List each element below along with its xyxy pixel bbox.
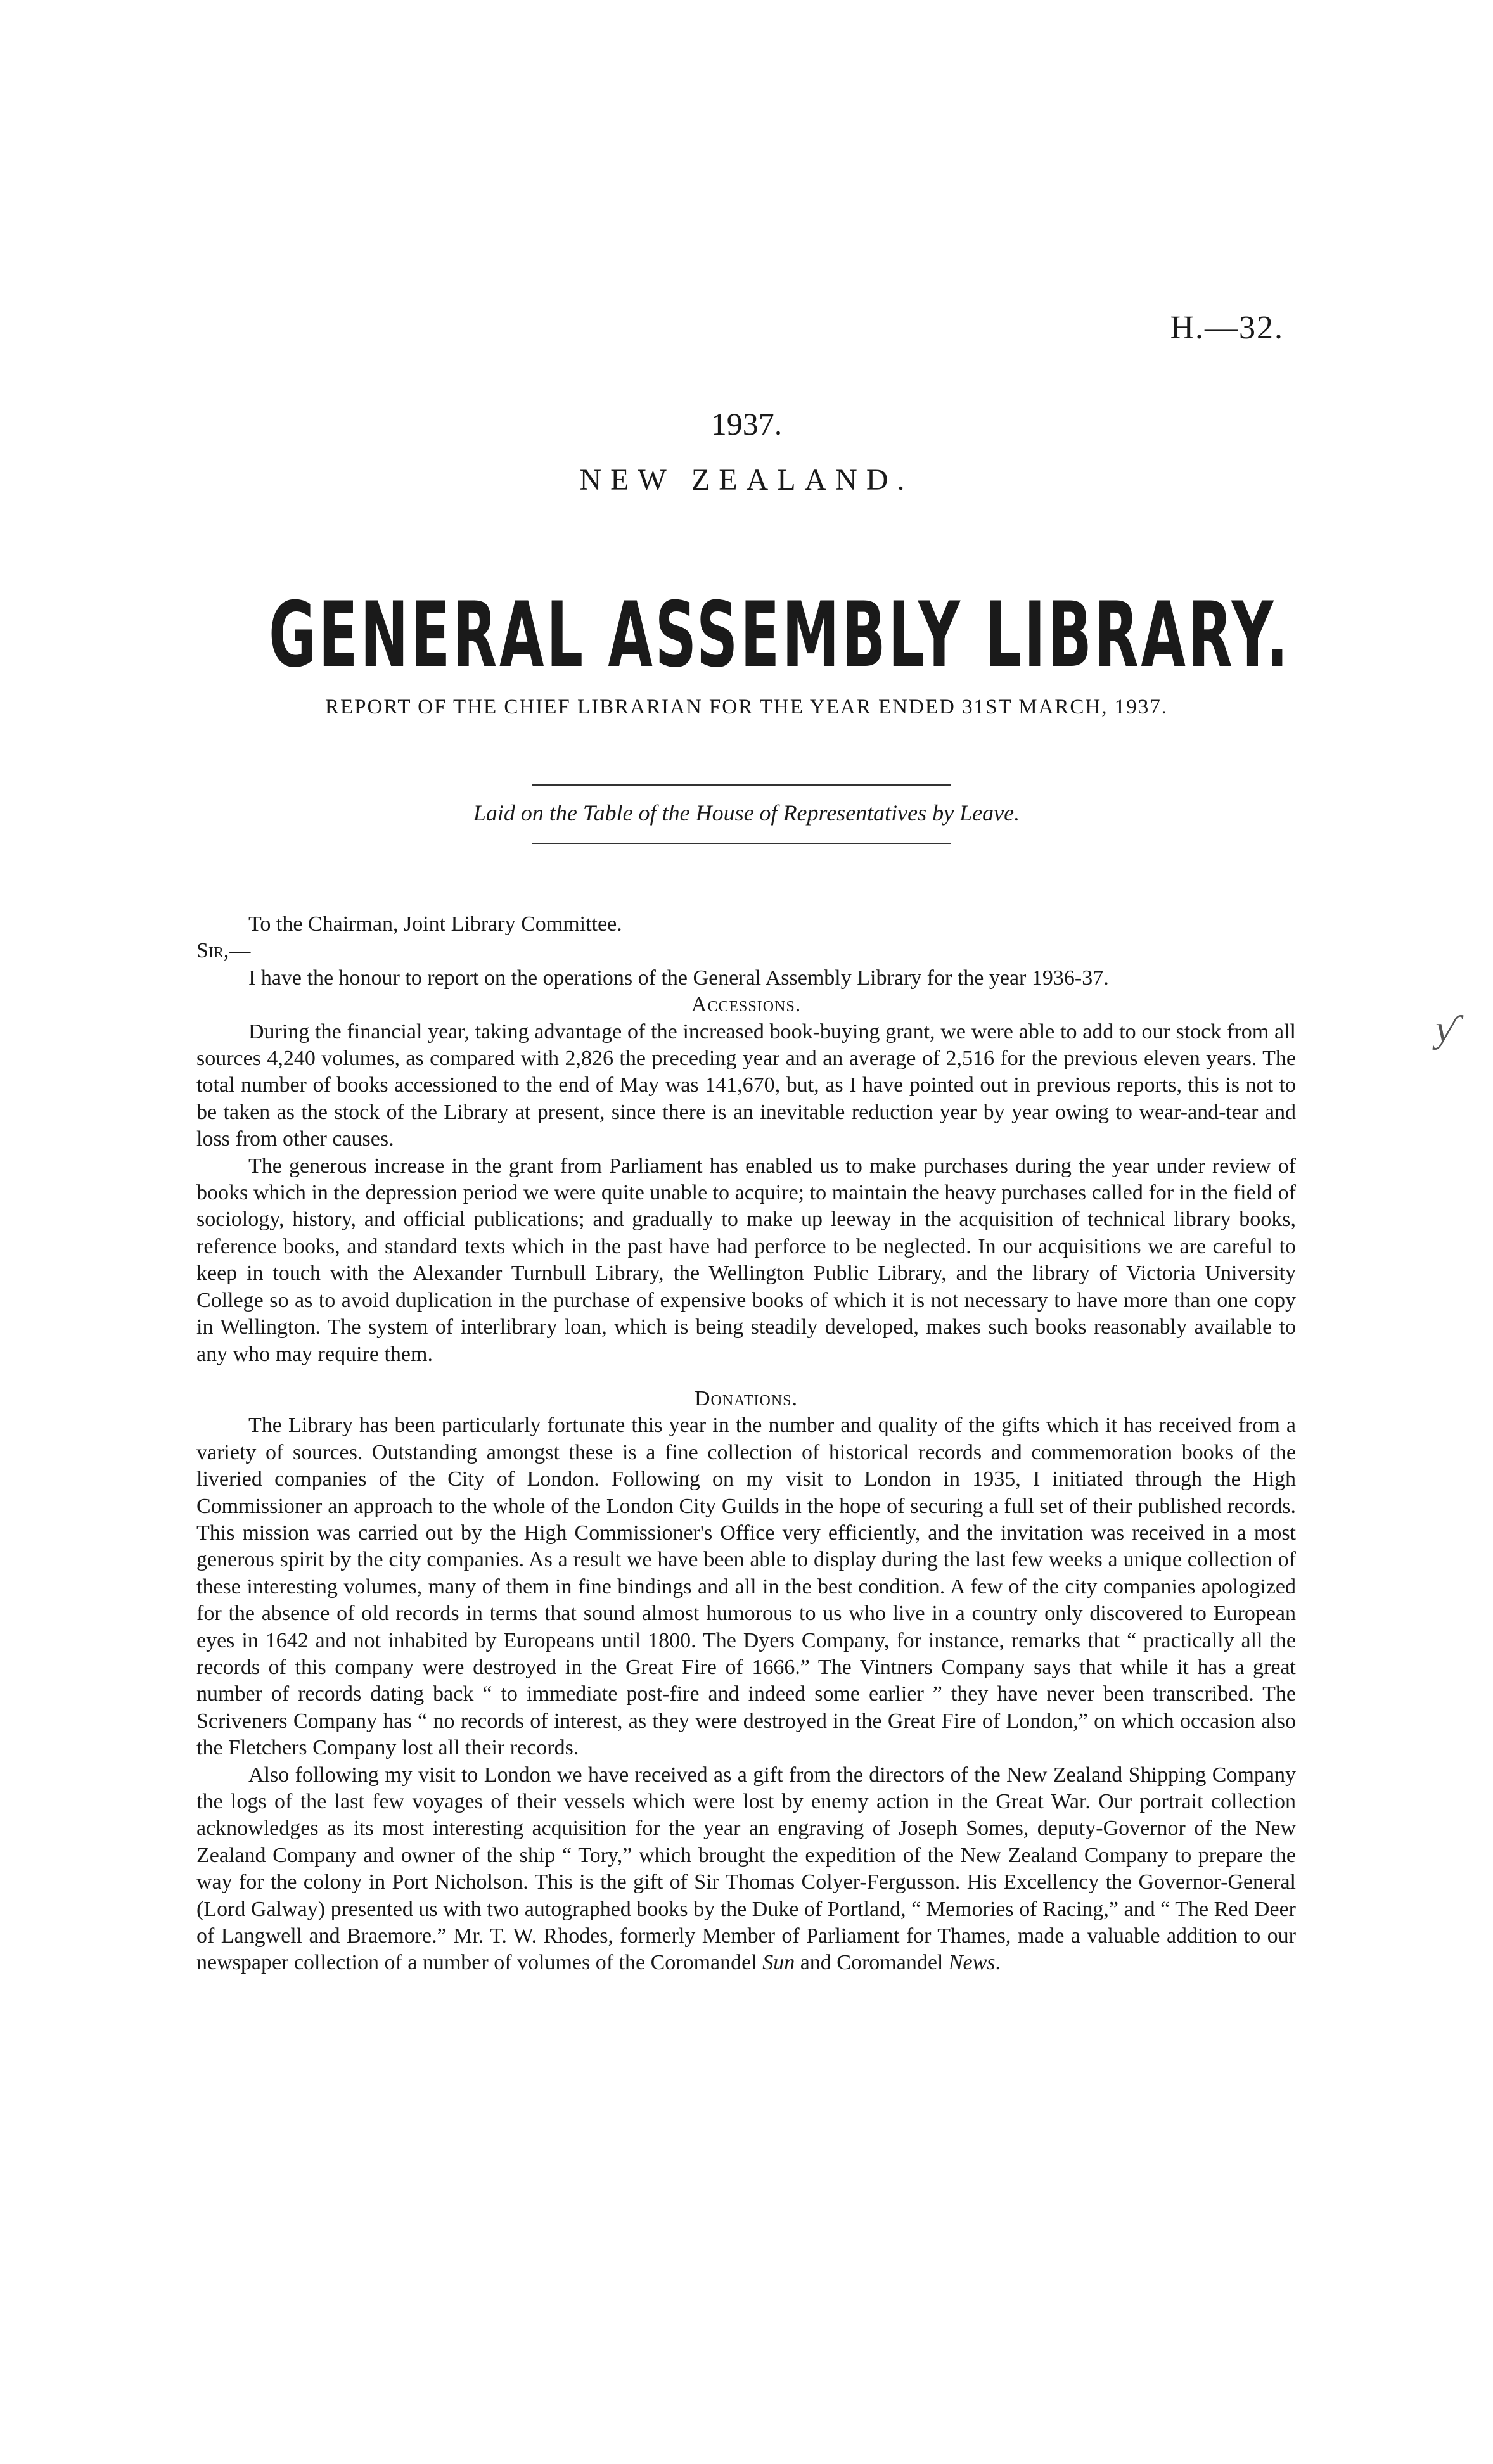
newspaper-title-sun: Sun xyxy=(762,1951,795,1975)
donations-paragraph-2 xyxy=(196,1762,1296,1977)
accessions-heading: Accessions. xyxy=(691,993,802,1017)
document-subtitle: REPORT OF THE CHIEF LIBRARIAN FOR THE YEAR ENDED 31ST MARCH, 1937. xyxy=(324,696,1169,718)
donations-paragraph-2-and: and Coromandel xyxy=(795,1951,949,1975)
newspaper-title-news: News xyxy=(948,1951,996,1975)
donations-paragraph-2-end: . xyxy=(995,1951,1001,1975)
donations-heading: Donations. xyxy=(694,1386,798,1410)
donations-paragraph-1: The Library has been particularly fortunate this year in the number and quality of the gifts which it has received from a variety of sources. Outstanding amongst these is a fine collection of historical records and commemoration books of the liveried companies of the City of London. Following on my visit to London in 1935, I initiated through the High Commissioner an approach to the whole of the London City Guilds in the hope of securing a full set of their published records. This mission was carried out by the High Commissioner's Office very efficiently, and the invitation was received in a most generous spirit by the city companies. As a result we have been able to display during the last few weeks a unique collection of these interesting volumes, many of them in fine bindings and all in the best condition. A few of the city companies apologized for the absence of old records in terms that sound almost humorous to us who live in a country only discovered to European eyes in 1642 and not inhabited by Europeans until 1800. The Dyers Company, for instance, remarks that “ practically all the records of this company were destroyed in the Great Fire of 1666.” The Vintners Company says that while it has a great number of records dating back “ to immediate post-fire and indeed some earlier ” they have never been transcribed. The Scriveners Company has “ no records of interest, as they were destroyed in the Great Fire of London,” on which occasion also the Fletchers Company lost all their records. xyxy=(196,1414,1296,1760)
accessions-paragraph-1: During the financial year, taking advantage of the increased book-buying grant, we were able to add to our stock from all sources 4,240 volumes, as compared with 2,826 the preceding year and an average of 2,516 for the previous eleven years. The total number of books accessioned to the end of May was 141,670, but, as I have pointed out in previous reports, this is not to be taken as the stock of the Library at present, since there is an inevitable reduction year by year owing to wear-and-tear and loss from other causes. xyxy=(196,1019,1296,1151)
country-heading: NEW ZEALAND. xyxy=(579,463,914,497)
bottom-divider xyxy=(532,843,951,844)
report-body xyxy=(196,911,1296,1977)
document-reference: H.—32. xyxy=(1170,310,1284,346)
handwritten-margin-mark: ƴ xyxy=(1435,1008,1455,1050)
accessions-paragraph-2: The generous increase in the grant from Parliament has enabled us to make purchases during the year under review of books which in the depression period we were quite unable to acquire; to maintain the heavy purchases called for in the field of sociology, history, and official publications; and gradually to make up leeway in the acquisition of technical library books, reference books, and standard texts which in the past have had perforce to be neglected. In our acquisitions we are careful to keep in touch with the Alexander Turnbull Library, the Wellington Public Library, and the library of Victoria University College so as to avoid duplication in the purchase of expensive books of which it is not necessary to have more than one copy in Wellington. The system of interlibrary loan, which is being steadily developed, makes such books reasonably available to any who may require them. xyxy=(196,1154,1296,1366)
section-gap xyxy=(196,1368,1296,1386)
addressee-line: To the Chairman, Joint Library Committee. xyxy=(248,912,622,936)
document-title: GENERAL ASSEMBLY LIBRARY. xyxy=(269,583,1291,687)
opening-paragraph: I have the honour to report on the operations of the General Assembly Library for the year 1936-37. xyxy=(248,966,1109,990)
laid-on-table-note: Laid on the Table of the House of Representatives by Leave. xyxy=(473,800,1020,826)
top-divider xyxy=(532,784,951,786)
donations-paragraph-2-text: Also following my visit to London we have received as a gift from the directors of the New Zealand Shipping Company the logs of the last few voyages of their vessels which were lost by enemy action in the Great War. Our portrait collection acknowledges as its most interesting acquisition for the year an engraving of Joseph Somes, deputy-Governor of the New Zealand Company and owner of the ship “ Tory,” which brought the expedition of the New Zealand Company to prepare the way for the colony in Port Nicholson. This is the gift of Sir Thomas Colyer-Fergusson. His Excellency the Governor-General (Lord Galway) presented us with two autographed books by the Duke of Portland, “ Memories of Racing,” and “ The Red Deer of Langwell and Braemore.” Mr. T. W. Rhodes, formerly Member of Parliament for Thames, made a valuable addition to our newspaper collection of a number of volumes of the Coromandel xyxy=(196,1763,1296,1975)
salutation: Sir,— xyxy=(196,939,251,963)
document-year: 1937. xyxy=(710,406,783,442)
